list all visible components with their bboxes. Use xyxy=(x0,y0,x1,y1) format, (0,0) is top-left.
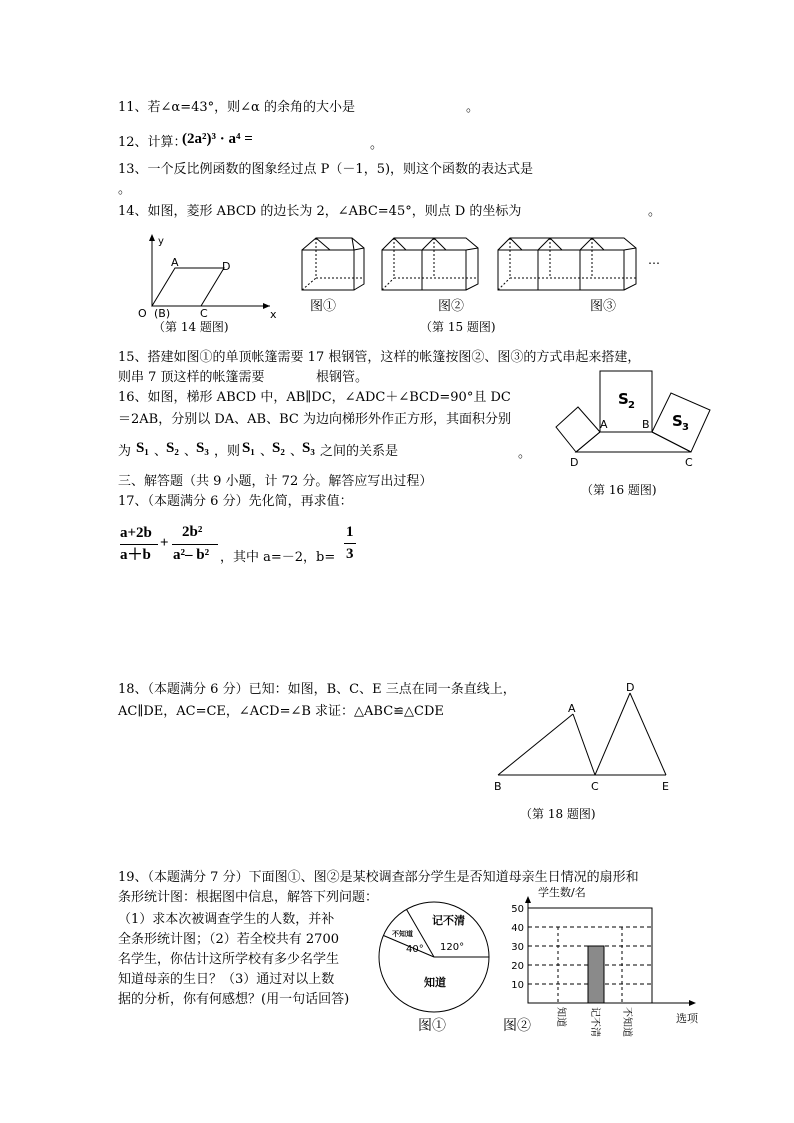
fig16-B: B xyxy=(642,418,650,431)
q12-prefix: 12、计算： xyxy=(118,135,187,150)
fig16-S3: S xyxy=(672,412,683,430)
q18-line1: 18、（本题满分 6 分）已知：如图，B、C、E 三点在同一条直线上， xyxy=(118,682,516,697)
fig14-B-label: (B) xyxy=(154,307,171,320)
fig15-ellipsis: … xyxy=(648,253,660,267)
bar-chart-ytick-label: 30 xyxy=(511,942,524,953)
q17-frac2-bar xyxy=(172,544,218,545)
q17-condition: ，其中 a=－2，b= xyxy=(220,550,336,565)
q19-line6: 知道母亲的生日？（3）通过对以上数 xyxy=(118,972,335,987)
q19-line2: 条形统计图：根据图中信息，解答下列问题： xyxy=(118,890,379,905)
q11-end: 。 xyxy=(466,100,480,115)
pie-angle-big: 120° xyxy=(440,942,465,953)
fig16-S2-sub: 2 xyxy=(628,400,635,411)
bar-chart-xlabel: 选项 xyxy=(676,1012,698,1025)
bar-chart-y-arrow xyxy=(525,896,531,903)
q16-s2b: S₂ xyxy=(272,440,285,456)
fig18-A: A xyxy=(568,702,576,715)
fig16-caption: （第 16 题图) xyxy=(581,483,657,497)
q11-text: 11、若∠α=43°，则∠α 的余角的大小是 xyxy=(118,100,355,115)
q16-line3-suffix: 之间的关系是 xyxy=(320,444,399,459)
q17-frac2-num: 2b² xyxy=(182,524,203,540)
fig18-E: E xyxy=(662,780,669,793)
bar-chart-x-arrow xyxy=(689,1000,696,1006)
q15-line1: 15、搭建如图①的单顶帐篷需要 17 根钢管，这样的帐篷按图②、图③的方式串起来搭建， xyxy=(118,350,641,365)
q13-line1: 13、一个反比例函数的图象经过点 P（－1，5)，则这个函数的表达式是 xyxy=(118,162,534,177)
q13-line2: 。 xyxy=(118,182,132,197)
fig18-C: C xyxy=(591,780,599,793)
q16-end: 。 xyxy=(518,446,532,461)
fig15-label-1: 图① xyxy=(310,299,337,314)
q16-s2: S₂ xyxy=(166,440,179,456)
fig14-x-label: x xyxy=(270,308,277,321)
pie-angle-small: 40° xyxy=(406,944,424,955)
fig14-caption: （第 14 题图) xyxy=(153,320,229,334)
q18-line2: AC∥DE，AC=CE，∠ACD=∠B 求证：△ABC≌△CDE xyxy=(118,704,444,719)
bar-chart-caption: 图② xyxy=(503,1018,531,1034)
bar-chart-category-label: 记不清 xyxy=(589,1007,600,1037)
bar-chart-bar xyxy=(588,946,604,1003)
fig16-trapezoid xyxy=(548,366,718,476)
q17-text: 17、（本题满分 6 分）先化简，再求值： xyxy=(118,494,353,509)
fig14-diagram xyxy=(120,228,290,328)
q15-line2b: 根钢管。 xyxy=(316,370,369,385)
bar-chart-ytick-label: 20 xyxy=(511,961,524,972)
q17-frac2-den: a²– b² xyxy=(173,547,210,563)
fig16-S3-sub: 3 xyxy=(682,422,689,433)
q17-val-num: 1 xyxy=(346,524,354,540)
q16-s3b: S₃ xyxy=(302,440,315,456)
section3-heading: 三、解答题（共 9 小题，计 72 分。解答应写出过程） xyxy=(118,474,433,489)
fig15-label-3: 图③ xyxy=(590,299,617,314)
pie-label-know: 知道 xyxy=(424,976,446,989)
q16-s1b: S₁ xyxy=(242,440,255,456)
q14-end: 。 xyxy=(648,204,662,219)
q19-line5: 名学生，你估计这所学校有多少名学生 xyxy=(118,952,340,967)
bar-chart-ytick-label: 10 xyxy=(511,980,524,991)
q16-line2: ＝2AB，分别以 DA、AB、BC 为边向梯形外作正方形，其面积分别 xyxy=(118,412,511,427)
q14-text: 14、如图，菱形 ABCD 的边长为 2，∠ABC=45°，则点 D 的坐标为 xyxy=(118,204,522,219)
bar-chart-ylabel: 学生数/名 xyxy=(538,886,586,899)
fig14-O-label: O xyxy=(138,307,147,320)
fig16-D: D xyxy=(570,456,579,469)
q17-plus: + xyxy=(160,535,169,551)
fig14-D-label: D xyxy=(222,260,231,273)
fig16-S2: S xyxy=(618,390,629,408)
q12-end: 。 xyxy=(370,137,384,152)
fig14-C-label: C xyxy=(200,307,208,320)
q16-s3: S₃ xyxy=(196,440,209,456)
q17-val-den: 3 xyxy=(346,546,354,562)
q19-line4: 全条形统计图；（2）若全校共有 2700 xyxy=(118,932,339,947)
fig14-A-label: A xyxy=(171,256,179,269)
q19-line1: 19、（本题满分 7 分）下面图①、图②是某校调查部分学生是否知道母亲生日情况的扇形和 xyxy=(118,870,639,885)
q15-line2a: 则串 7 顶这样的帐篷需要 xyxy=(118,370,265,385)
fig15-label-2: 图② xyxy=(438,299,465,314)
q17-frac1-bar xyxy=(120,544,158,545)
bar-chart-category-label: 不知道 xyxy=(621,1007,632,1037)
q16-line1: 16、如图，梯形 ABCD 中，AB∥DC，∠ADC＋∠BCD=90°且 DC xyxy=(118,390,511,405)
fig16-A: A xyxy=(600,418,608,431)
q17-frac1-num: a+2b xyxy=(120,525,152,541)
fig15-caption: （第 15 题图) xyxy=(420,320,496,334)
fig14-y-label: y xyxy=(158,236,164,247)
q16-line3-prefix: 为 xyxy=(118,444,132,459)
q19-line7: 据的分析，你有何感想？(用一句话回答) xyxy=(118,992,350,1007)
bar-chart xyxy=(500,880,710,1050)
q17-frac1-den: a＋b xyxy=(120,547,151,563)
q16-sep2: 、 xyxy=(184,444,198,459)
fig16-C: C xyxy=(685,456,693,469)
fig18-D: D xyxy=(626,681,635,694)
pie-caption: 图① xyxy=(418,1018,446,1034)
q16-sep4: 、 xyxy=(290,444,304,459)
bar-chart-category-label: 知道 xyxy=(555,1007,566,1027)
bar-chart-ytick-label: 40 xyxy=(511,923,524,934)
q16-s1: S₁ xyxy=(136,440,149,456)
q17-val-bar xyxy=(344,543,356,544)
q12-formula: (2a²)³ · a⁴ = xyxy=(182,131,253,147)
fig18-triangles xyxy=(488,678,688,798)
pie-label-unknown: 不知道 xyxy=(392,930,413,938)
bar-chart-ytick-label: 50 xyxy=(511,904,524,915)
q16-sep3: 、 xyxy=(260,444,274,459)
fig15-tents xyxy=(296,228,676,303)
pie-chart xyxy=(378,898,493,1018)
q19-line3: （1）求本次被调查学生的人数，并补 xyxy=(118,912,335,927)
fig18-caption: （第 18 题图) xyxy=(520,807,596,821)
q16-mid: ，则 xyxy=(214,444,241,459)
q16-sep1: 、 xyxy=(154,444,168,459)
fig18-B: B xyxy=(494,780,502,793)
pie-label-forgot: 记不清 xyxy=(432,914,465,927)
